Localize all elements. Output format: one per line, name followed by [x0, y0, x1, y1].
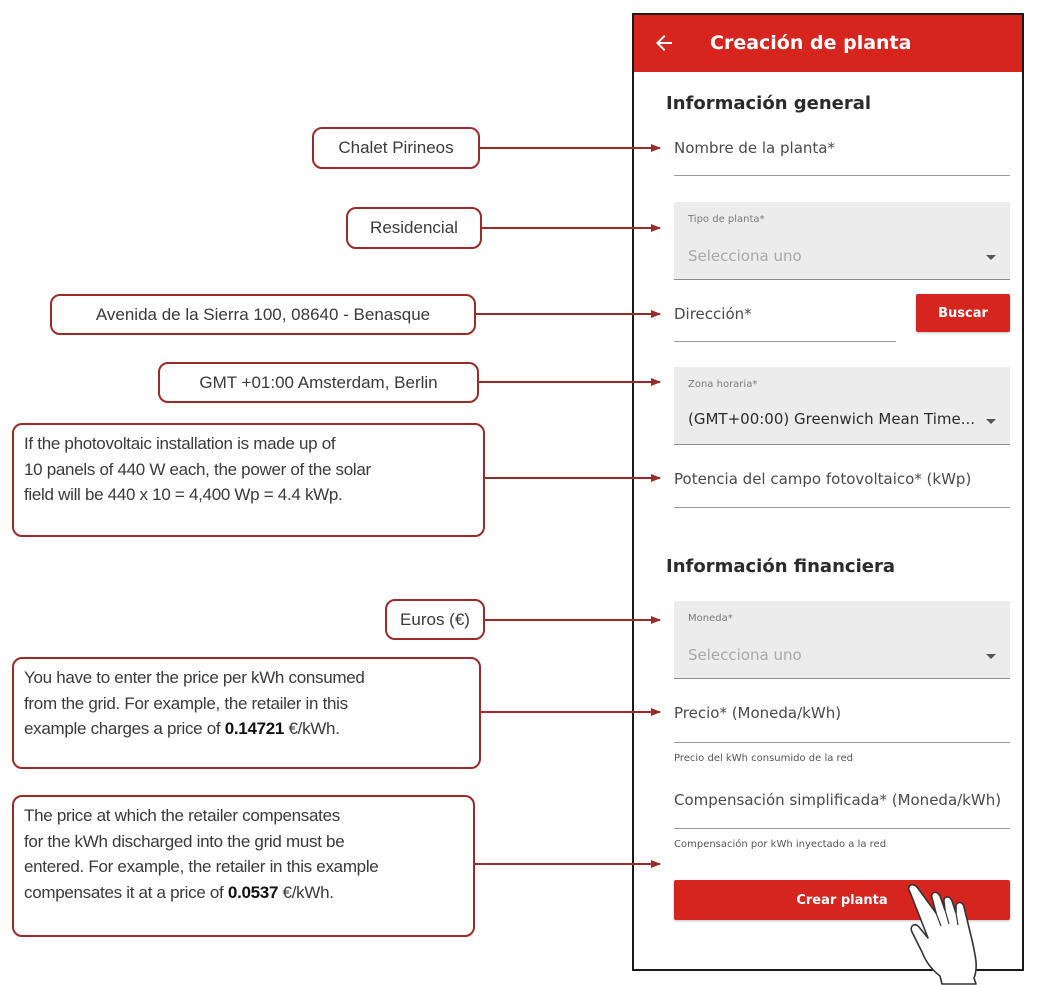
callout-price-suffix: €/kWh.	[284, 719, 340, 738]
callout-comp-suffix: €/kWh.	[278, 882, 334, 902]
callout-price-value: 0.14721	[224, 719, 285, 738]
price-helper-text: Precio del kWh consumido de la red	[674, 753, 853, 764]
callout-compensation	[12, 795, 475, 937]
page-title: Creación de planta	[710, 32, 912, 54]
timezone-label: Zona horaria*	[688, 379, 758, 390]
callout-pv-power	[12, 423, 485, 537]
callout-comp-line-3: entered. For example, the retailer in this example	[24, 857, 379, 876]
callout-comp-line-4	[24, 880, 473, 906]
callout-pv-line-2: 10 panels of 440 W each, the power of the solar	[24, 459, 371, 479]
section-title-financial: Información financiera	[666, 556, 895, 577]
pv-power-field[interactable]: Potencia del campo fotovoltaico* (kWp)	[674, 470, 972, 488]
callout-plant-name: Chalet Pirineos	[312, 127, 480, 169]
create-plant-button[interactable]: Crear planta	[674, 880, 1010, 920]
callout-timezone: GMT +01:00 Amsterdam, Berlin	[158, 362, 479, 403]
callout-pv-line-1: If the photovoltaic installation is made up of	[24, 434, 336, 453]
callout-price-line-3	[24, 716, 479, 742]
callout-price	[12, 657, 481, 769]
callout-pv-line-3: field will be 440 x 10 = 4,400 Wp = 4.4 kWp.	[24, 485, 343, 504]
price-field[interactable]: Precio* (Moneda/kWh)	[674, 704, 842, 722]
callout-comp-prefix: compensates it at a price of	[24, 882, 228, 902]
address-field[interactable]: Dirección*	[674, 305, 752, 323]
timezone-value: (GMT+00:00) Greenwich Mean Time...	[688, 410, 976, 428]
callout-currency: Euros (€)	[385, 599, 485, 640]
callout-price-prefix: example charges a price of	[24, 719, 225, 738]
search-button[interactable]: Buscar	[916, 294, 1010, 332]
currency-value: Selecciona uno	[688, 646, 802, 664]
callout-price-line-2: from the grid. For example, the retailer in this	[24, 693, 348, 713]
compensation-helper-text: Compensación por kWh inyectado a la red	[674, 839, 887, 850]
currency-label: Moneda*	[688, 613, 733, 624]
callout-comp-value: 0.0537	[227, 882, 279, 902]
callout-comp-line-2: for the kWh discharged into the grid must be	[24, 831, 345, 851]
callout-address: Avenida de la Sierra 100, 08640 - Benasque	[50, 294, 476, 335]
callout-price-line-1: You have to enter the price per kWh consumed	[24, 668, 365, 687]
section-title-general: Información general	[666, 93, 872, 114]
compensation-field[interactable]: Compensación simplificada* (Moneda/kWh)	[674, 791, 1002, 809]
plant-type-label: Tipo de planta*	[688, 214, 765, 225]
callout-comp-line-1: The price at which the retailer compensates	[24, 806, 340, 825]
plant-type-value: Selecciona uno	[688, 247, 802, 265]
callout-plant-type: Residencial	[346, 207, 482, 249]
plant-name-field[interactable]: Nombre de la planta*	[674, 139, 835, 157]
